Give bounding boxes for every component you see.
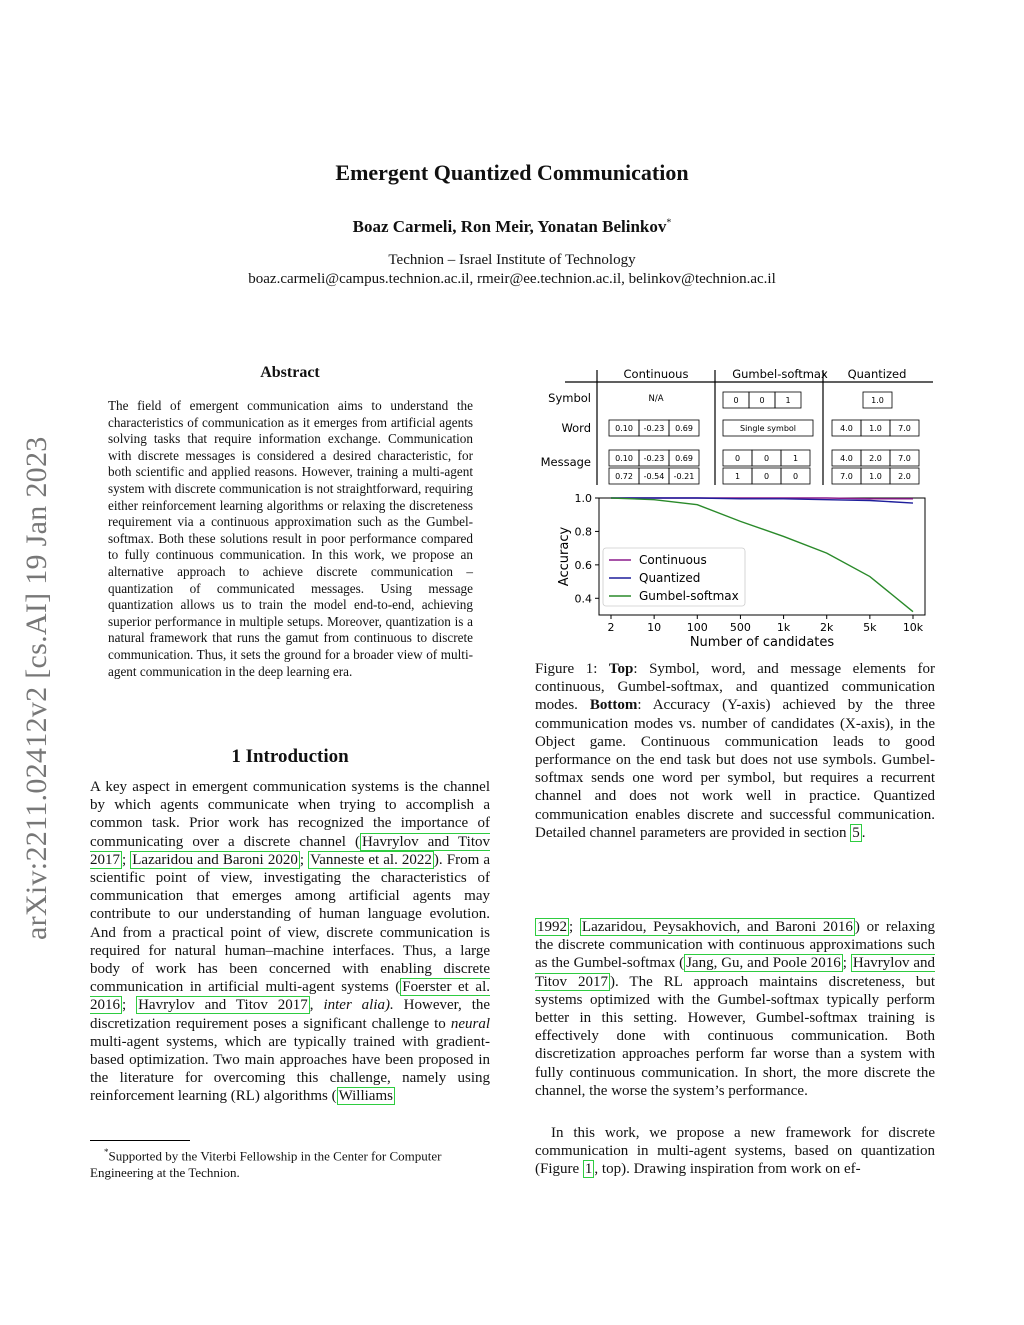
author-list <box>0 217 1024 237</box>
citation-separator: ; <box>842 955 851 972</box>
intro-text: multi-agent systems, which are typically trained with gradient-based optimization. Two main approaches have been proposed in the literature for overcoming this challenge, namely using reinforcement learning (RL) algorithms ( <box>90 1033 490 1105</box>
intro-paragraph-2 <box>535 1124 935 1179</box>
table-cell-value: Single symbol <box>739 424 797 433</box>
citation-link[interactable]: Vanneste et al. 2022 <box>310 851 432 868</box>
table-cell-value: 2.0 <box>869 454 882 463</box>
abstract-text: The field of emergent communication aims to understand the characteristics of communication as it emerges from artificial agents solving tasks that require information exchange. Communication with discrete messages is considered a desired characteristic, for both scientific and applied reasons. However, training a multi-agent system with discrete communication is not straightforward, requiring either reinforcement learning algorithms or relaxing the discreteness requirement via a continuous approximation such as the Gumbel-softmax. Both these solutions result in poor performance compared to fully continuous communication. In this work, we propose an alternative approach to achieve discrete communication – quantization of communicated messages. Using message quantization allows us to train the model end-to-end, achieving superior performance in multiple setups. Moreover, quantization is a natural framework that runs the gamut from continuous to discrete communication. Thus, it sets the ground for a broader view of multi-agent communication in the deep learning era. <box>108 398 473 679</box>
section-ref-link[interactable]: 5 <box>852 824 860 841</box>
table-cell-value: 1.0 <box>869 472 882 481</box>
table-cell-value: 7.0 <box>898 454 911 463</box>
intro-paragraph-1 <box>90 778 490 1106</box>
caption-label: Figure 1: <box>535 661 609 677</box>
x-tick-label: 2 <box>607 621 615 634</box>
footnote-mark: * <box>104 1147 109 1157</box>
x-tick-label: 500 <box>729 621 751 634</box>
citation-separator: ; <box>569 919 580 935</box>
x-tick-label: 2k <box>820 621 834 634</box>
y-tick-label: 0.8 <box>574 525 592 539</box>
table-cell-value: 7.0 <box>898 424 911 433</box>
citation-link[interactable]: Havrylov and Titov 2017 <box>90 833 491 868</box>
paper-title: Emergent Quantized Communication <box>335 160 689 185</box>
table-row-label: Symbol <box>548 391 591 405</box>
figure-1-caption <box>535 660 935 842</box>
intro-text: However, the discretization requirement poses a significant challenge to <box>90 997 491 1032</box>
accuracy-chart <box>557 492 925 650</box>
legend-label: Gumbel-softmax <box>639 589 739 603</box>
table-cell-value: 0 <box>792 472 799 481</box>
table-cell-value: 4.0 <box>840 454 853 463</box>
caption-text: : Symbol, word, and message elements for continuous, Gumbel-softmax, and quantized communication modes. <box>535 661 935 714</box>
table-cell-value: 1 <box>734 472 741 481</box>
caption-text: . <box>861 824 866 841</box>
intro-paragraph-1-continued <box>535 918 935 1100</box>
table-cell-value: 0.69 <box>675 424 693 433</box>
table-column-header: Quantized <box>847 367 907 381</box>
section-heading-introduction: 1 Introduction <box>231 746 349 767</box>
author-emails: boaz.carmeli@campus.technion.ac.il, rmeir@ee.technion.ac.il, belinkov@technion.ac.il <box>248 271 776 287</box>
table-cell-value: 0 <box>733 396 739 405</box>
caption-text: : Accuracy (Y-axis) achieved by the three communication modes vs. number of candidates (X-axis), in the Object game. Continuous communication leads to good performance on the end task but does not use symbols. Gumbel-softmax sends one word per symbol, but requires a recurrent channel and does not work well in practice. Quantized communication enables discrete and successful communication. Detailed channel parameters are provided in section <box>535 697 936 841</box>
x-axis-label: Number of candidates <box>689 635 835 650</box>
table-cell-value: 1.0 <box>869 424 882 433</box>
citation-separator: ; <box>122 997 137 1014</box>
figure-ref-link[interactable]: 1 <box>584 1161 593 1178</box>
table-cell-value: -0.21 <box>673 472 695 481</box>
x-tick-label: 1k <box>776 621 791 634</box>
caption-bold: Bottom <box>589 697 638 714</box>
y-tick-label: 1.0 <box>574 492 592 505</box>
footnote-rule <box>90 1140 190 1141</box>
footnote-text: Supported by the Viterbi Fellowship in the Center for Computer Engineering at the Technion. <box>90 1148 442 1180</box>
table-cell-value: -0.54 <box>643 472 665 481</box>
intro-text: In this work, we propose a new framework for discrete communication in multi-agent systems, based on quantization (Figure <box>535 1125 935 1178</box>
figure-1 <box>535 360 935 650</box>
citation-link[interactable]: Havrylov and Titov 2017 <box>535 955 935 990</box>
intro-italic-text: inter alia). <box>323 997 394 1014</box>
x-tick-label: 5k <box>863 621 877 634</box>
intro-text: ). The RL approach maintains discreteness, but systems optimized with the Gumbel-softmax typically perform better in this setting. However, Gumbel-softmax training is effectively done with continuous communication. Both discretization approaches perform far worse than a system with fully continuous communication. In short, the more discrete the channel, the worse the system’s performance. <box>535 973 935 1099</box>
table-cell-value: N/A <box>648 394 664 404</box>
table-cell-value: 0 <box>734 454 741 463</box>
citation-link[interactable]: Jang, Gu, and Poole 2016 <box>686 955 841 972</box>
intro-text: , top). Drawing inspiration from work on ef- <box>594 1161 861 1178</box>
table-column-header: Continuous <box>623 367 689 381</box>
citation-separator: ; <box>299 851 309 868</box>
citation-link[interactable]: Lazaridou, Peysakhovich, and Baroni 2016 <box>581 919 853 935</box>
intro-text: , <box>309 997 324 1014</box>
table-cell-value: 0.10 <box>615 424 633 433</box>
abstract-heading: Abstract <box>260 364 320 381</box>
table-cell-value: 1 <box>785 396 791 405</box>
table-cell-value: -0.23 <box>643 424 665 433</box>
x-tick-label: 100 <box>686 621 708 634</box>
affiliation-block <box>0 251 1024 289</box>
y-tick-label: 0.6 <box>574 558 592 572</box>
authors-text: Boaz Carmeli, Ron Meir, Yonatan Belinkov <box>352 217 667 236</box>
table-cell-value: 1 <box>792 454 799 463</box>
footnote <box>90 1144 490 1181</box>
table-cell-value: 0 <box>763 454 770 463</box>
author-footnote-mark[interactable]: * <box>666 217 672 229</box>
citation-link[interactable]: Lazaridou and Baroni 2020 <box>132 851 298 868</box>
legend-label: Quantized <box>639 571 701 585</box>
table-cell-value: -0.23 <box>643 454 665 463</box>
figure-top-table <box>541 367 933 485</box>
x-tick-label: 10 <box>647 621 662 634</box>
intro-italic-text: neural <box>450 1015 490 1032</box>
citation-link[interactable]: Williams <box>338 1088 393 1105</box>
citation-separator: ; <box>122 851 131 868</box>
caption-bold: Top <box>608 661 634 677</box>
table-cell-value: 1.0 <box>871 396 884 405</box>
legend-label: Continuous <box>639 553 707 567</box>
citation-link[interactable]: Havrylov and Titov 2017 <box>138 997 308 1014</box>
citation-link[interactable]: Foerster et al. 2016 <box>90 979 490 1014</box>
table-cell-value: 0.10 <box>615 454 633 463</box>
intro-text: ). From a scientific point of view, investigating the characteristics of communication that emerges among artificial agents may contribute to our understanding of human language evolution. And from a practical point of view, discrete communication is required for natural human–machine interfaces. Thus, a large body of work has been concerned with enabling discrete communication in artificial multi-agent systems ( <box>90 851 491 996</box>
table-cell-value: 4.0 <box>840 424 853 433</box>
x-tick-label: 10k <box>902 621 924 634</box>
table-column-header: Gumbel-softmax <box>732 367 828 381</box>
y-axis-label: Accuracy <box>557 526 572 587</box>
table-cell-value: 0 <box>759 396 765 405</box>
y-tick-label: 0.4 <box>574 592 592 606</box>
affiliation: Technion – Israel Institute of Technology <box>388 252 636 268</box>
intro-text: A key aspect in emergent communication systems is the channel by which agents communicate when trying to accomplish a common task. Prior work has recognized the importance of communicating over a discrete channel ( <box>90 779 490 850</box>
table-row-label: Word <box>561 421 591 435</box>
citation-link[interactable]: 1992 <box>537 919 567 935</box>
table-cell-value: 0 <box>763 472 770 481</box>
table-cell-value: 7.0 <box>840 472 853 481</box>
arxiv-stamp: arXiv:2211.02412v2 [cs.AI] 19 Jan 2023 <box>20 436 53 940</box>
intro-text: ) or relaxing the discrete communication with continuous approximations such as the Gumbel-softmax ( <box>535 919 936 972</box>
table-cell-value: 0.69 <box>675 454 693 463</box>
table-cell-value: 0.72 <box>615 472 633 481</box>
table-row-label: Message <box>540 455 591 469</box>
table-cell-value: 2.0 <box>898 472 911 481</box>
